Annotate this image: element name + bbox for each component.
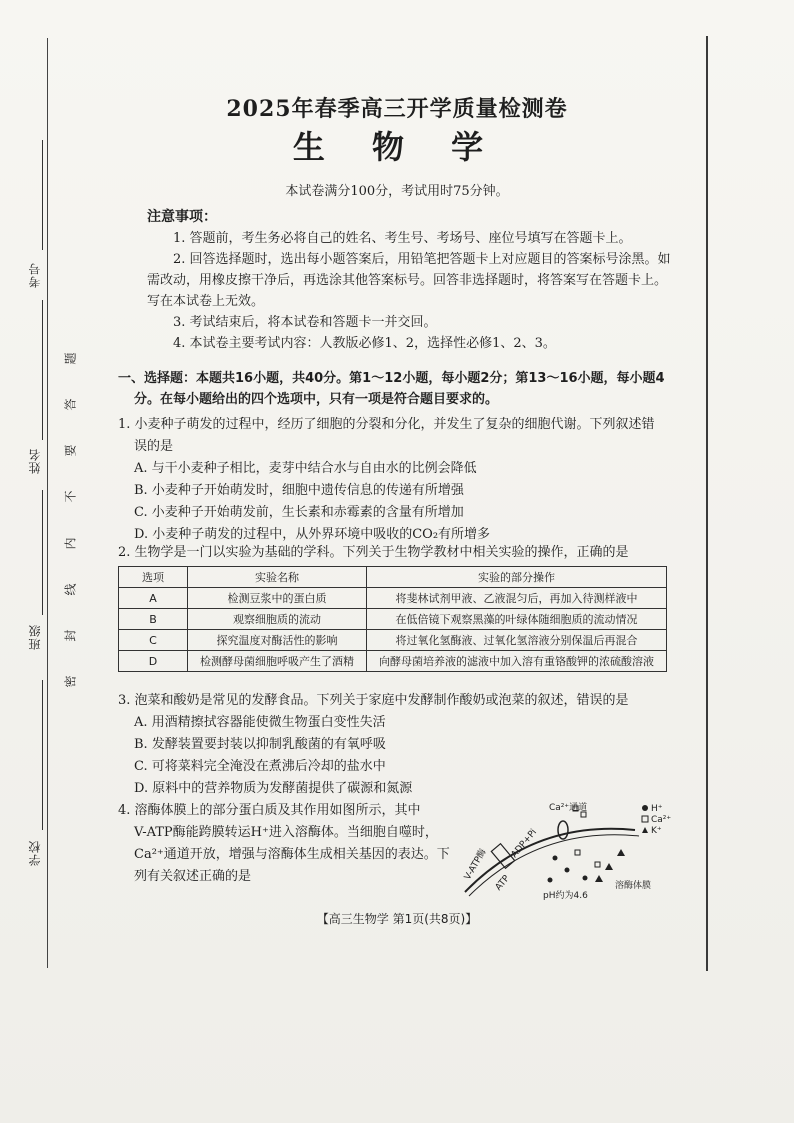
seal-char: 密 bbox=[63, 675, 78, 688]
option-c: C. 可将菜料完全淹没在煮沸后冷却的盐水中 bbox=[134, 759, 386, 774]
seal-char: 要 bbox=[63, 444, 78, 457]
ca-ion-legend-box bbox=[642, 816, 648, 822]
table-cell: 将过氧化氢酶液、过氧化氢溶液分别保温后再混合 bbox=[367, 630, 667, 651]
seal-char: 封 bbox=[63, 629, 78, 642]
table-header-row bbox=[119, 567, 667, 588]
section-line: 分。在每小题给出的四个选项中，只有一项是符合题目要求的。 bbox=[134, 392, 499, 407]
ph-label: pH约为4.6 bbox=[543, 891, 588, 900]
question-stem: 4. 溶酶体膜上的部分蛋白质及其作用如图所示，其中 bbox=[118, 803, 421, 818]
ca-ion bbox=[595, 862, 600, 867]
pump-label: V-ATP酶 bbox=[462, 847, 489, 882]
k-ion-legend-triangle bbox=[642, 827, 648, 833]
seal-char: 线 bbox=[63, 583, 78, 596]
table-row bbox=[119, 588, 667, 609]
question-stem: V-ATP酶能跨膜转运H⁺进入溶酶体。当细胞自噬时， bbox=[134, 825, 438, 840]
right-border-line bbox=[706, 36, 708, 971]
h-ion bbox=[583, 876, 588, 881]
legend-ca: Ca²⁺ bbox=[651, 815, 672, 825]
k-ion bbox=[595, 875, 603, 882]
table-cell: C bbox=[119, 630, 188, 651]
table-cell: 向酵母菌培养液的滤液中加入溶有重铬酸钾的浓硫酸溶液 bbox=[367, 651, 667, 672]
left-border-line bbox=[47, 38, 48, 968]
notice-list bbox=[147, 228, 672, 354]
table-header: 实验名称 bbox=[188, 567, 367, 588]
notice-heading: 注意事项： bbox=[147, 209, 217, 225]
table-cell: B bbox=[119, 609, 188, 630]
ca-channel-shape bbox=[558, 821, 568, 839]
h-ion-legend-dot bbox=[642, 805, 648, 811]
binding-label-class: 班级 bbox=[28, 624, 42, 650]
legend-k: K⁺ bbox=[651, 826, 662, 836]
membrane-curve bbox=[465, 829, 635, 892]
seal-line-text bbox=[60, 350, 80, 690]
question-stem: 2. 生物学是一门以实验为基础的学科。下列关于生物学教材中相关实验的操作，正确的是 bbox=[118, 545, 629, 560]
binding-label-exam-number: 考号 bbox=[28, 262, 42, 288]
seal-char: 不 bbox=[63, 490, 78, 503]
atp-label: ATP bbox=[493, 873, 512, 893]
table-row bbox=[119, 609, 667, 630]
table-header: 实验的部分操作 bbox=[367, 567, 667, 588]
question-stem: Ca²⁺通道开放，增强与溶酶体生成相关基因的表达。下 bbox=[134, 847, 450, 862]
table-row bbox=[119, 651, 667, 672]
experiment-table bbox=[118, 566, 667, 672]
section-heading bbox=[118, 368, 688, 410]
option-a: A. 与干小麦种子相比，麦芽中结合水与自由水的比例会降低 bbox=[134, 461, 477, 476]
table-cell: 将斐林试剂甲液、乙液混匀后，再加入待测样液中 bbox=[367, 588, 667, 609]
table-cell: A bbox=[119, 588, 188, 609]
table-cell: 在低倍镜下观察黑藻的叶绿体随细胞质的流动情况 bbox=[367, 609, 667, 630]
h-ion bbox=[553, 856, 558, 861]
question-3 bbox=[118, 690, 690, 800]
binding-label-school: 学校 bbox=[28, 840, 42, 866]
option-a: A. 用酒精擦拭容器能使微生物蛋白变性失活 bbox=[134, 715, 386, 730]
table-header: 选项 bbox=[119, 567, 188, 588]
seal-char: 答 bbox=[63, 398, 78, 411]
notice-item: 4. 本试卷主要考试内容：人教版必修1、2，选择性必修1、2、3。 bbox=[173, 336, 556, 351]
exam-info: 本试卷满分100分，考试用时75分钟。 bbox=[285, 184, 509, 199]
k-ion bbox=[617, 849, 625, 856]
seal-char: 题 bbox=[63, 352, 78, 365]
notice-item: 2. 回答选择题时，选出每小题答案后，用铅笔把答题卡上对应题目的答案标号涂黑。如需改动，用橡皮擦干净后，再选涂其他答案标号。回答非选择题时，将答案写在答题卡上。写在本试卷上无效。 bbox=[147, 252, 671, 309]
section-line: 一、选择题：本题共16小题，共40分。第1～12小题，每小题2分；第13～16小题，每小题4 bbox=[118, 371, 665, 386]
legend-h: H⁺ bbox=[651, 804, 663, 814]
option-c: C. 小麦种子开始萌发前，生长素和赤霉素的含量有所增加 bbox=[134, 505, 464, 520]
notice-item: 3. 考试结束后，将本试卷和答题卡一并交回。 bbox=[173, 315, 437, 330]
question-4 bbox=[118, 800, 458, 888]
k-ion bbox=[605, 863, 613, 870]
question-2 bbox=[118, 542, 690, 564]
option-b: B. 发酵装置要封装以抑制乳酸菌的有氧呼吸 bbox=[134, 737, 386, 752]
ca-ion bbox=[575, 850, 580, 855]
table-row bbox=[119, 630, 667, 651]
exam-title: 2025年春季高三开学质量检测卷 bbox=[226, 96, 568, 122]
membrane-label: 溶酶体膜 bbox=[615, 881, 652, 891]
table-cell: 观察细胞质的流动 bbox=[188, 609, 367, 630]
binding-line bbox=[42, 680, 43, 830]
binding-line bbox=[42, 300, 43, 440]
seal-char: 内 bbox=[63, 537, 78, 550]
table-cell: 检测酵母菌细胞呼吸产生了酒精 bbox=[188, 651, 367, 672]
h-ion bbox=[565, 868, 570, 873]
table-cell: 检测豆浆中的蛋白质 bbox=[188, 588, 367, 609]
table-cell: 探究温度对酶活性的影响 bbox=[188, 630, 367, 651]
question-stem: 列有关叙述正确的是 bbox=[134, 869, 252, 884]
binding-label-name: 姓名 bbox=[28, 448, 42, 474]
question-stem: 3. 泡菜和酸奶是常见的发酵食品。下列关于家庭中发酵制作酸奶或泡菜的叙述，错误的是 bbox=[118, 693, 629, 708]
notice-item: 1. 答题前，考生务必将自己的姓名、考生号、考场号、座位号填写在答题卡上。 bbox=[173, 231, 632, 246]
table-cell: D bbox=[119, 651, 188, 672]
page-footer: 【高三生物学 第1页(共8页)】 bbox=[316, 912, 478, 926]
lysosome-membrane-diagram bbox=[455, 800, 675, 900]
option-d: D. 原料中的营养物质为发酵菌提供了碳源和氮源 bbox=[134, 781, 413, 796]
adp-label: ADP+Pi bbox=[509, 827, 540, 860]
binding-line bbox=[42, 490, 43, 615]
option-b: B. 小麦种子开始萌发时，细胞中遗传信息的传递有所增强 bbox=[134, 483, 464, 498]
ca-channel-label: Ca²⁺通道 bbox=[549, 803, 588, 813]
option-d: D. 小麦种子萌发的过程中，从外界环境中吸收的CO₂有所增多 bbox=[134, 527, 491, 542]
question-stem: 1. 小麦种子萌发的过程中，经历了细胞的分裂和分化，并发生了复杂的细胞代谢。下列叙述错 bbox=[118, 417, 655, 432]
h-ion bbox=[548, 878, 553, 883]
question-1 bbox=[118, 414, 690, 546]
subject-title: 生 物 学 bbox=[292, 128, 502, 166]
question-stem: 误的是 bbox=[134, 439, 174, 454]
